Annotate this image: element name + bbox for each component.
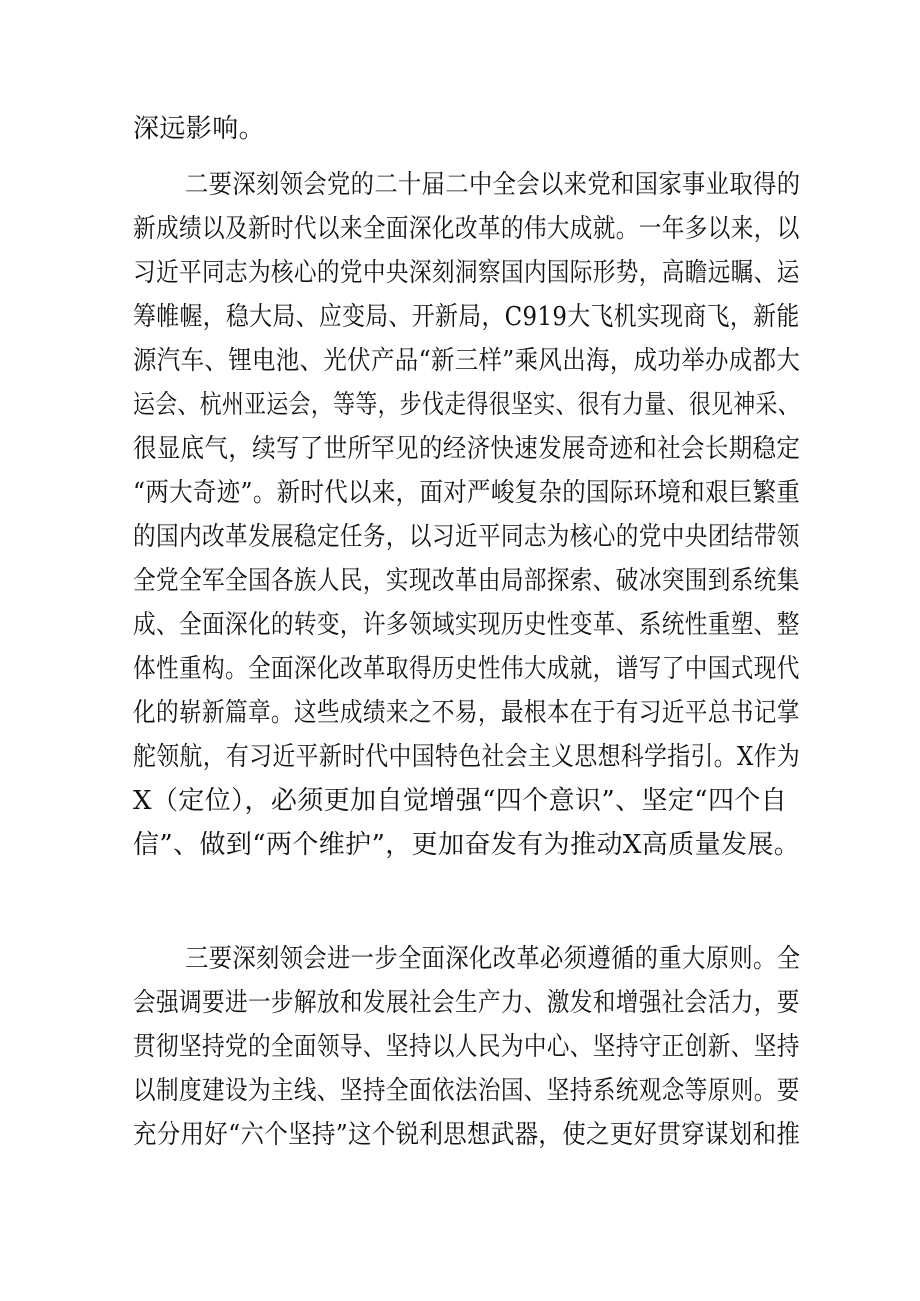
text-line: 筹帷幄，稳大局、应变局、开新局，C919大飞机实现商飞，新能 [133, 302, 800, 332]
text-line: 很显底气，续写了世所罕见的经济快速发展奇迹和社会长期稳定 [133, 434, 801, 464]
text-line: 三要深刻领会进一步全面深化改革必须遵循的重大原则。全 [185, 944, 801, 974]
text-line: 贯彻坚持党的全面领导、坚持以人民为中心、坚持守正创新、坚持 [133, 1032, 800, 1062]
text-line: 二要深刻领会党的二十届二中全会以来党和国家事业取得的 [185, 170, 801, 200]
text-line: 会强调要进一步解放和发展社会生产力、激发和增强社会活力，要 [133, 988, 800, 1018]
text-line: 成、全面深化的转变，许多领域实现历史性变革、系统性重塑、整 [133, 610, 800, 640]
text-line: 运会、杭州亚运会，等等，步伐走得很坚实、很有力量、很见神采、 [133, 390, 801, 420]
text-line: 充分用好“六个坚持”这个锐利思想武器，使之更好贯穿谋划和推 [133, 1120, 801, 1150]
text-line: 舵领航，有习近平新时代中国特色社会主义思想科学指引。X作为 [133, 742, 801, 772]
text-line: “两大奇迹”。新时代以来，面对严峻复杂的国际环境和艰巨繁重 [133, 478, 801, 508]
text-line: 的国内改革发展稳定任务，以习近平同志为核心的党中央团结带领 [133, 522, 800, 552]
text-line: 体性重构。全面深化改革取得历史性伟大成就，谱写了中国式现代 [133, 654, 800, 684]
text-line: 信”、做到“两个维护”，更加奋发有为推动X高质量发展。 [133, 830, 801, 860]
text-line: 习近平同志为核心的党中央深刻洞察国内国际形势，高瞻远瞩、运 [133, 258, 800, 288]
text-line: 新成绩以及新时代以来全面深化改革的伟大成就。一年多以来，以 [133, 214, 800, 244]
text-line: 源汽车、锂电池、光伏产品“新三样”乘风出海，成功举办成都大 [133, 346, 801, 376]
text-line: 化的崭新篇章。这些成绩来之不易，最根本在于有习近平总书记掌 [133, 698, 800, 728]
text-line: 全党全军全国各族人民，实现改革由局部探索、破冰突围到系统集 [133, 566, 800, 596]
text-line: X（定位），必须更加自觉增强“四个意识”、坚定“四个自 [133, 786, 788, 816]
text-line: 深远影响。 [133, 114, 266, 144]
text-line: 以制度建设为主线、坚持全面依法治国、坚持系统观念等原则。要 [133, 1076, 800, 1106]
